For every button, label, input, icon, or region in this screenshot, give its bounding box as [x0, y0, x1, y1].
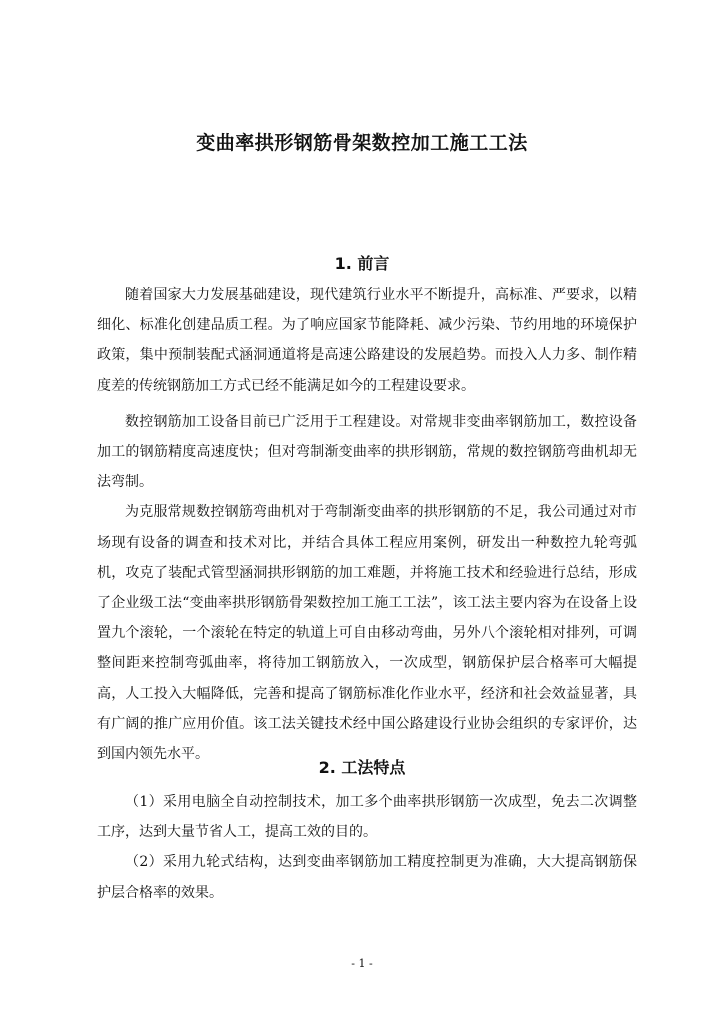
paragraph: （2）采用九轮式结构，达到变曲率钢筋加工精度控制更为准确，大大提高钢筋保护层合格率的效果。: [97, 854, 637, 901]
paragraph: 数控钢筋加工设备目前已广泛用于工程建设。对常规非变曲率钢筋加工，数控设备加工的钢筋精度高速度快；但对弯制渐变曲率的拱形钢筋，常规的数控钢筋弯曲机却无法弯制。: [97, 413, 637, 491]
paragraph: （1）采用电脑全自动控制技术，加工多个曲率拱形钢筋一次成型，免去二次调整工序，达到大量节省人工，提高工效的目的。: [97, 794, 637, 841]
section-heading-preface: 1. 前言: [334, 254, 390, 273]
section-body-preface: [97, 280, 637, 769]
page-number: - 1 -: [351, 957, 373, 970]
section-heading-features: 2. 工法特点: [318, 758, 406, 777]
document-title: 变曲率拱形钢筋骨架数控加工施工工法: [196, 132, 528, 154]
paragraph: 为克服常规数控钢筋弯曲机对于弯制渐变曲率的拱形钢筋的不足，我公司通过对市场现有设备的调查和技术对比，并结合具体工程应用案例，研发出一种数控九轮弯弧机，攻克了装配式管型涵洞拱形钢筋的加工难题，并将施工技术和经验进行总结，形成了企业级工法“变曲率拱形钢筋骨架数控加工施工工法”，该工法主要内容为在设备上设置九个滚轮，一个滚轮在特定的轨道上可自由移动弯曲，另外八个滚轮相对排列，可调整间距来控制弯弧曲率，将待加工钢筋放入，一次成型，钢筋保护层合格率可大幅提高，人工投入大幅降低，完善和提高了钢筋标准化作业水平，经济和社会效益显著，具有广阔的推广应用价值。该工法关键技术经中国公路建设行业协会组织的专家评价，达到国内领先水平。: [97, 504, 637, 763]
section-body-features: [97, 787, 637, 908]
paragraph: 随着国家大力发展基础建设，现代建筑行业水平不断提升，高标准、严要求，以精细化、标准化创建品质工程。为了响应国家节能降耗、减少污染、节约用地的环境保护政策，集中预制装配式涵洞通道将是高速公路建设的发展趋势。而投入人力多、制作精度差的传统钢筋加工方式已经不能满足如今的工程建设要求。: [97, 287, 637, 394]
